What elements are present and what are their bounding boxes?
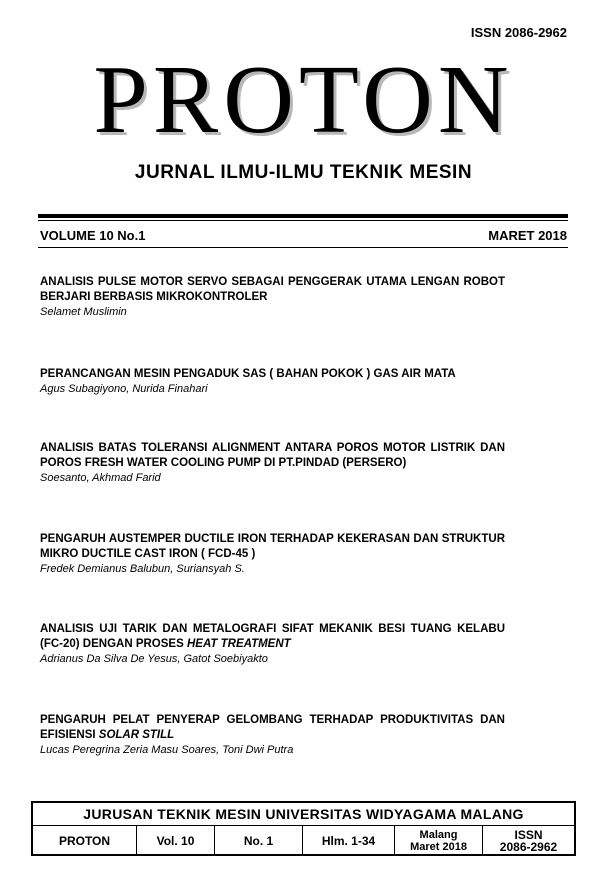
article-1	[40, 275, 505, 319]
header-rule-thin	[38, 220, 568, 221]
journal-logo: PROTON	[93, 46, 514, 154]
footer-institution: JURUSAN TEKNIK MESIN UNIVERSITAS WIDYAGAMA MALANG	[33, 803, 574, 826]
article-2	[40, 367, 505, 396]
footer-city: Malang	[419, 828, 458, 841]
volume-rule	[38, 247, 568, 248]
footer-pages: Hlm. 1-34	[303, 826, 395, 855]
header-rule-thick	[38, 214, 568, 218]
footer-place-date	[395, 826, 483, 855]
article-title: ANALISIS PULSE MOTOR SERVO SEBAGAI PENGGERAK UTAMA LENGAN ROBOT BERJARI BERBASIS MIKROKONTROLER	[40, 276, 505, 303]
article-authors: Fredek Demianus Balubun, Suriansyah S.	[40, 563, 245, 575]
footer-volume: Vol. 10	[137, 826, 215, 855]
journal-subtitle: JURNAL ILMU-ILMU TEKNIK MESIN	[134, 162, 473, 183]
footer-issn-label: ISSN	[514, 827, 543, 842]
footer-journal: PROTON	[33, 826, 137, 855]
article-authors: Soesanto, Akhmad Farid	[40, 472, 161, 484]
article-title: PERANCANGAN MESIN PENGADUK SAS ( BAHAN POKOK ) GAS AIR MATA	[40, 368, 456, 380]
article-6	[40, 713, 505, 757]
footer-issn	[483, 826, 574, 855]
footer-date: Maret 2018	[410, 840, 467, 853]
article-authors: Lucas Peregrina Zeria Masu Soares, Toni Dwi Putra	[40, 744, 294, 756]
volume-label: VOLUME 10 No.1	[40, 228, 146, 243]
article-4	[40, 532, 505, 576]
footer-issn-number: 2086-2962	[499, 839, 558, 854]
article-authors: Agus Subagiyono, Nurida Finahari	[40, 383, 208, 395]
article-5	[40, 622, 505, 666]
article-3	[40, 441, 505, 485]
article-title: ANALISIS UJI TARIK DAN METALOGRAFI SIFAT MEKANIK BESI TUANG KELABU (FC-20) DENGAN PROSES HEAT TREATMENT	[40, 623, 505, 650]
article-title: PENGARUH PELAT PENYERAP GELOMBANG TERHADAP PRODUKTIVITAS DAN EFISIENSI SOLAR STILL	[40, 714, 505, 741]
issn-header: ISSN 2086-2962	[470, 25, 567, 40]
article-authors: Selamet Muslimin	[40, 306, 127, 318]
article-title: ANALISIS BATAS TOLERANSI ALIGNMENT ANTARA POROS MOTOR LISTRIK DAN POROS FRESH WATER COOLING PUMP DI PT.PINDAD (PERSERO)	[40, 442, 505, 469]
article-title: PENGARUH AUSTEMPER DUCTILE IRON TERHADAP KEKERASAN DAN STRUKTUR MIKRO DUCTILE CAST IRON ( FCD-45 )	[40, 533, 505, 560]
footer-number: No. 1	[215, 826, 303, 855]
footer-row	[33, 826, 574, 855]
issue-date: MARET 2018	[488, 228, 567, 243]
article-authors: Adrianus Da Silva De Yesus, Gatot Soebiyakto	[40, 653, 268, 665]
footer-table	[31, 801, 576, 856]
